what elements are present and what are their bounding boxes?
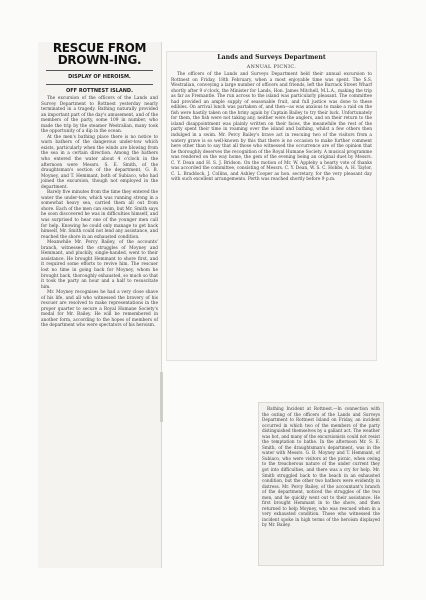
newspaper-clipping-picnic (166, 51, 377, 361)
paragraph: At the men's bathing place there is no notice to warn bathers of the dangerous under-tow which exists, particularly when the winds are blowing from the sea in a certain direction. Among the bathers who entered the water about 4 o'clock in the afternoon were Messrs. S. E. Smith, of the draughtsman's section of the department, G. B. Moyney, and T. Hemmant, both of Subiaco, who had joined the excursion, though not employed in the department. (41, 134, 158, 190)
article-body (171, 72, 372, 183)
paper-edge (160, 372, 163, 422)
subheading-heroism: DISPLAY OF HEROISM. (68, 74, 131, 80)
paragraph: The excursion of the officers of the Lands and Survey Department to Rottnest yesterday nearly terminated in a tragedy. Bathing naturally provided an important part of the day's amusement, and of the members of the party, some 109 in number, who made the trip by the steamer Westralian, many took the opportunity of a dip in the ocean. (41, 96, 158, 135)
newspaper-clipping-bathing-incident (258, 402, 384, 566)
clipping-subtitle: ANNUAL PICNIC. (246, 65, 297, 70)
clipping-title: Lands and Surveys Department (217, 54, 326, 61)
paragraph: The officers of the Lands and Surveys Department held their annual excursion to Rottnest on Friday, 18th February, when a most enjoyable time was spent. The S.S. Westralian, conveying a large number of officers and friends, left the Barrack Street Wharf shortly after 9 o'clock, the Minister for Lands, Hon. James Mitchell, M.L.A., making the trip as far as Fremantle. The run across to the island was particularly pleasant. The committee had provided an ample supply of seasonable fruit, and full justice was done to these edibles. On arrival lunch was partaken of, and then—as was anxious to make a raid on the fish were hastily taken on the briny again by Captain Bailey to try their luck. Unfortunately for them, the fish were not taking any, neither were the anglers, and on their return to the island disappointment was plainly written on their faces, the meanwhile the rest of the party spent their time in roaming over the island and bathing, whilst a few others then indulged in a swim. Mr. Percy Bailey's brave act in rescuing two of the visitors from a watery grave is so well-known by this that there is no occasion to make further comment here other than to say that all those who witnessed the occurrence are of the opinion that he thoroughly deserves the recognition of the Royal Humane Society. A musical programme was rendered on the way home, the gem of the evening being an original duet by Messrs. C. Y. Dean and H. S. J. Bridson. On the motion of Mr. W. Appleby a hearty vote of thanks was accorded the committee, consisting of Messrs. C. Y. Dean, W. S. C. Hobbs, A. H. Taylor, C. L. Braddock, J. Collins, and Ashley Cooper as hon. secretary, for the very pleasant day with such excellent arrangements. Perth was reached shortly before 9 p.m. (171, 72, 372, 183)
divider (46, 84, 153, 85)
divider (46, 70, 153, 71)
paragraph: Barely five minutes from the time they entered the water the under-tow, which was running strong in a somewhat heavy sea, carried them all out from shore. Each of the men can swim, but Mr. Smith says he soon discovered he was in difficulties himself, and was surprised to hear one of the younger men call for help. Knowing he could only manage to get back himself, Mr. Smith could not lend any assistance, and reached the shore in an exhausted condition. (41, 190, 158, 240)
article-body (41, 96, 158, 329)
paragraph: Mr. Moyney recognises he had a very close shave of his life, and all who witnessed the bravery of his rescuer are resolved to make representations in the proper quarter to secure a Royal Humane Society's medal for Mr. Bailey. He will be remembered in another form, according to the hopes of members of the department who were spectators of his heroism. (41, 290, 158, 329)
subheading-rottnest: OFF ROTTNEST ISLAND. (66, 88, 133, 94)
paragraph: Bathing Incident at Rottnest.—In connection with the outing of the officers of the Lands and Surveys Department to Rottnest Island on Friday, an incident occurred in which two of the members of the party distinguished themselves by a gallant act. The weather was hot, and many of the excursionists could not resist the temptation to bathe. In the afternoon Mr. S. E. Smith, of the draughtsman's department, was in the water with Messrs. G. B. Moyney and T. Hemmant, of Subiaco, who were visitors at the picnic, when owing to the treacherous nature of the under current they got into difficulties, and there was a cry for help. Mr. Smith struggled back to the beach in an exhausted condition, but the other two bathers were evidently in distress. Mr. Percy Bailey, of the accountant's branch of the department, noticed the struggles of the two men, and he quickly went out to their assistance. He first brought Hemmant in to the shore, and then returned to help Moyney, who was rescued when in a very exhausted condition. Those who witnessed the incident spoke in high terms of the heroism displayed by Mr. Bailey. (262, 406, 380, 528)
article-body (262, 406, 380, 528)
headline: RESCUE FROM DROWN-ING. (52, 42, 147, 67)
paragraph: Meanwhile Mr. Percy Bailey, of the accounts' branch, witnessed the struggles of Moyney and Hemmant, and pluckily, single-handed, went to their assistance. He brought Hemmant to shore first, and it required some efforts to revive him. The rescuer lost no time in going back for Moyney, whom he brought back, thoroughly exhausted, so much so that it took the party an hour and a half to resuscitate him. (41, 240, 158, 290)
newspaper-clipping-rescue (38, 42, 162, 568)
